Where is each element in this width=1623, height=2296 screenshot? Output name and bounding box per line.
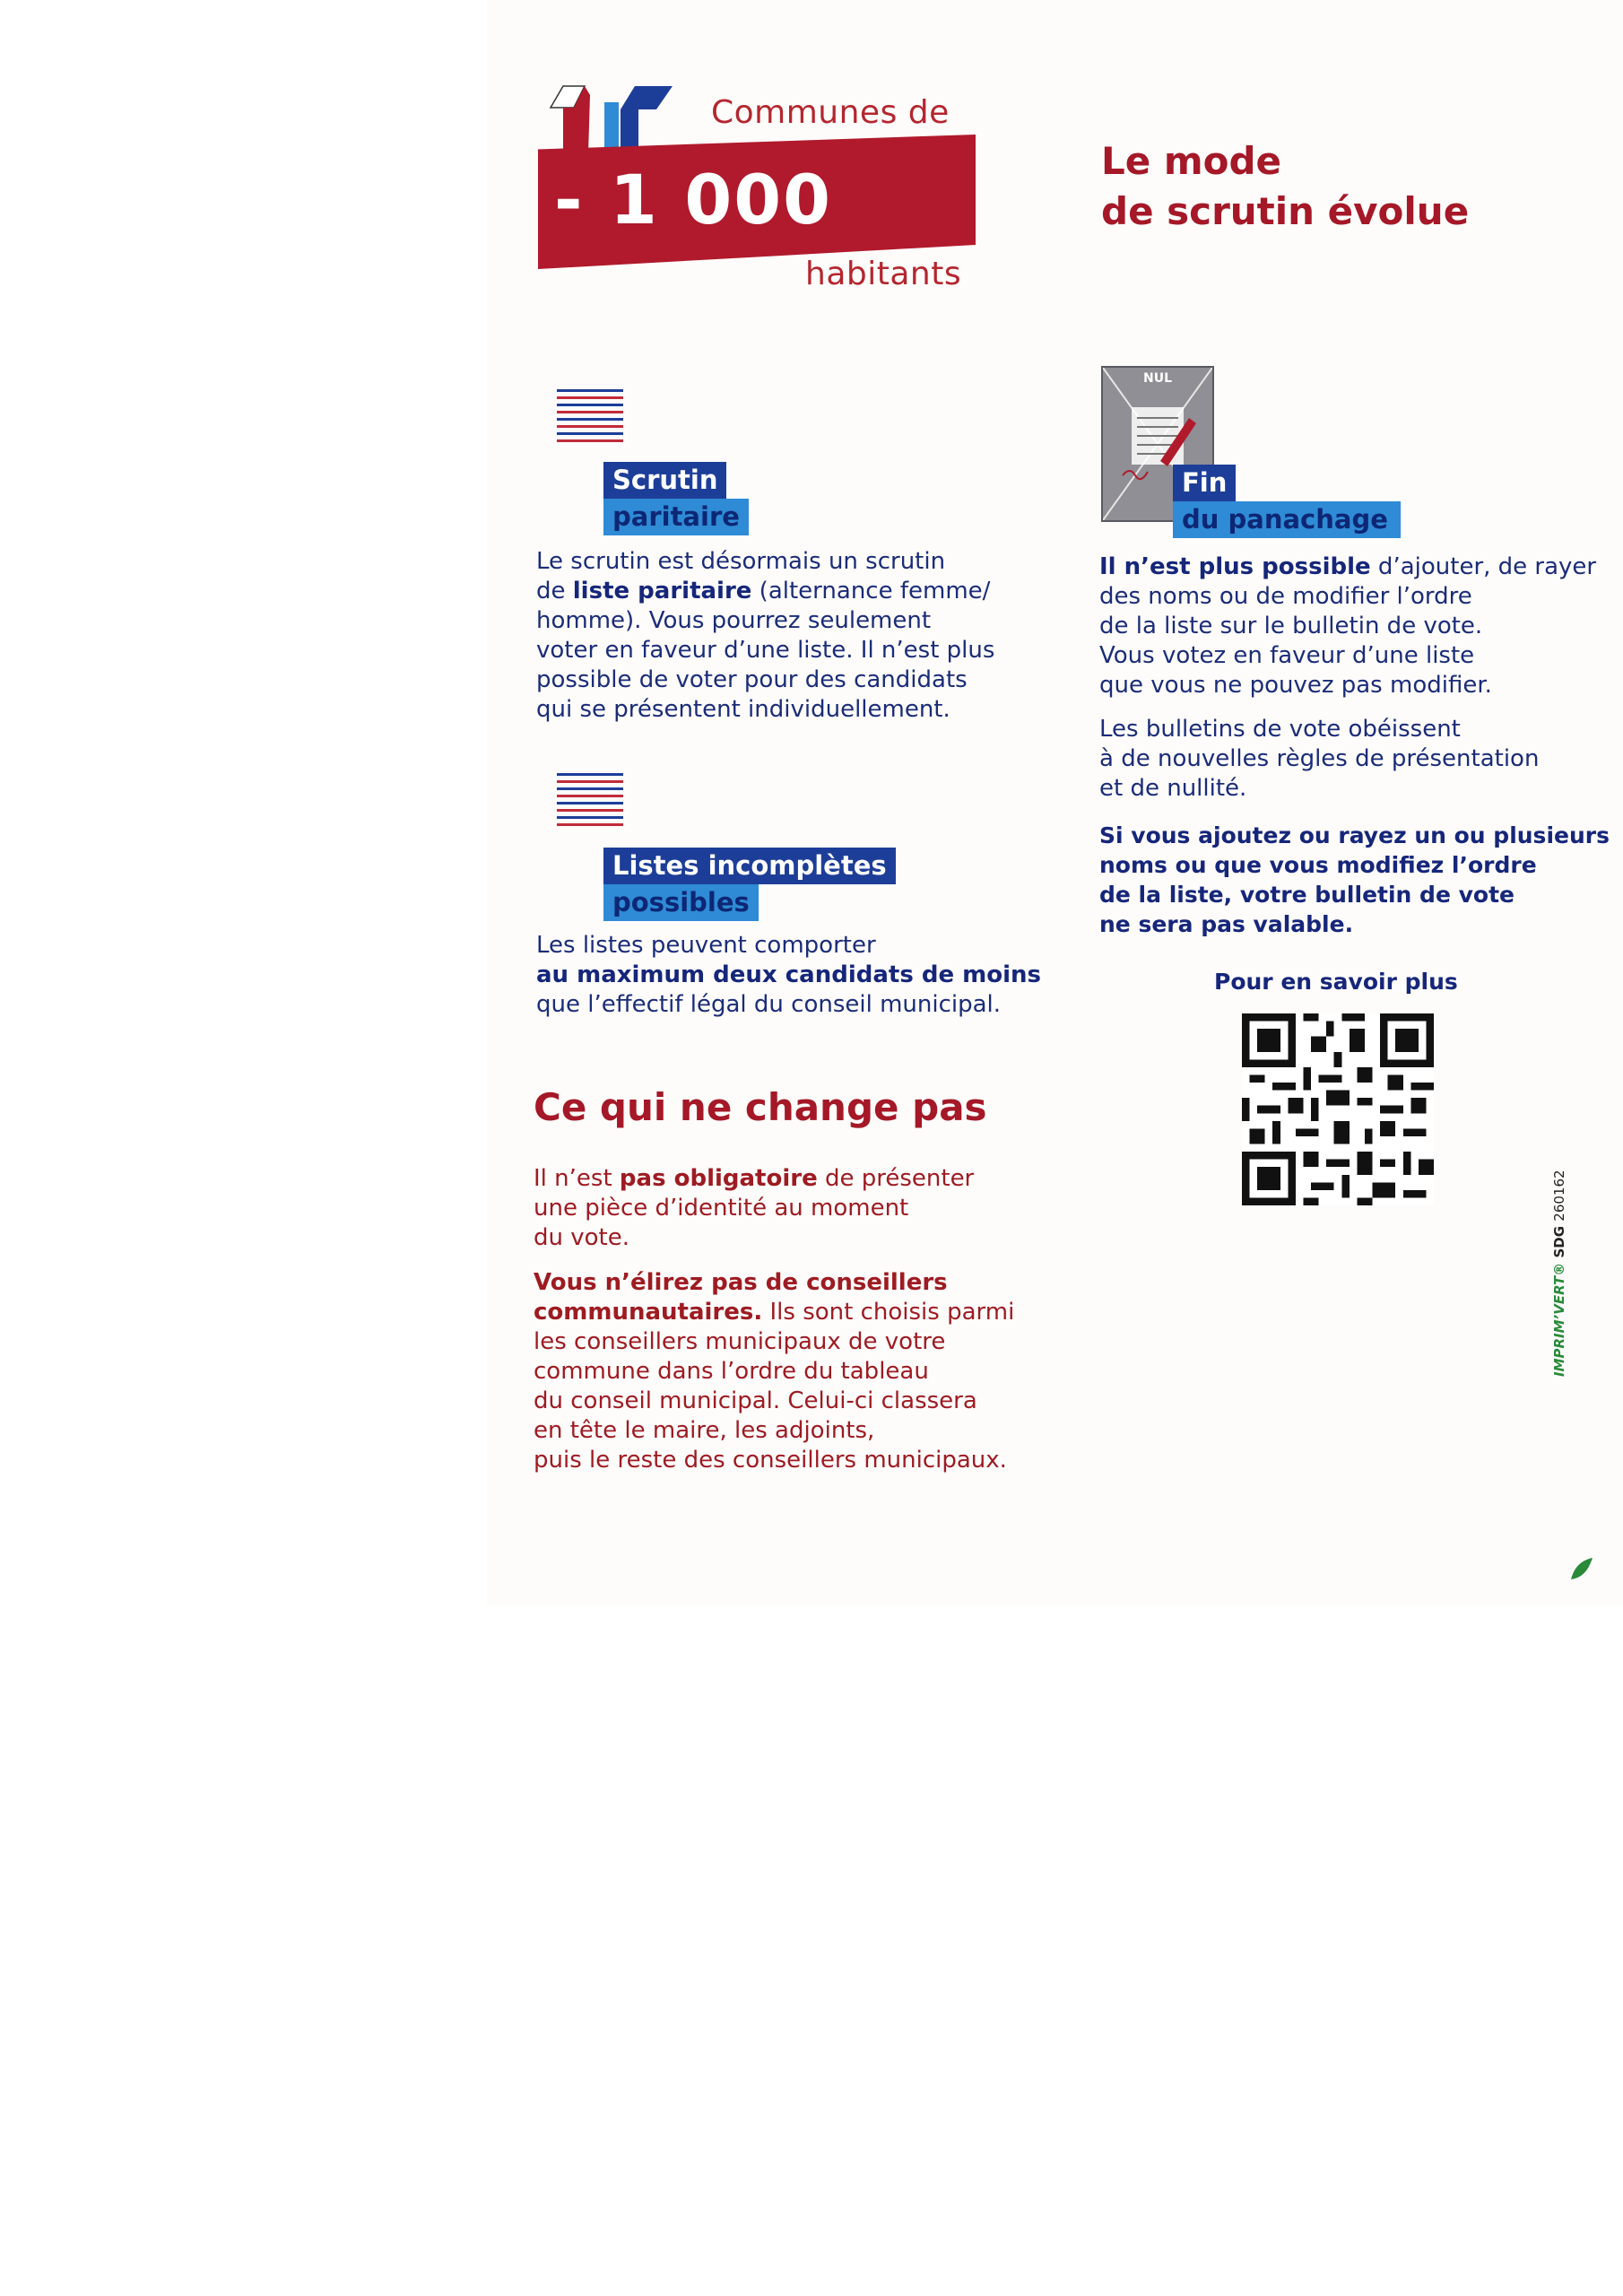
striped-list-icon xyxy=(557,773,623,831)
text-line: du conseil municipal. Celui-ci classera xyxy=(534,1387,977,1414)
house-icon xyxy=(538,83,673,154)
text-line xyxy=(534,1268,1054,1298)
tag-line-1: Scrutin xyxy=(603,462,726,499)
text-span: Ils sont choisis parmi xyxy=(762,1299,1015,1326)
bold-span: pas obligatoire xyxy=(619,1165,818,1192)
section-title-unchanged: Ce qui ne change pas xyxy=(534,1085,987,1129)
bold-span: Il n’est plus possible xyxy=(1099,553,1371,580)
text-span: de xyxy=(536,578,573,604)
population-number: - 1 000 xyxy=(554,160,832,239)
text-line: que vous ne pouvez pas modifier. xyxy=(1099,672,1492,699)
tag-line-2: paritaire xyxy=(603,499,749,535)
panachage-paragraph-1 xyxy=(1099,552,1601,700)
unchanged-paragraph-2 xyxy=(534,1268,1054,1475)
unchanged-paragraph-1 xyxy=(534,1164,1036,1253)
page-title-line2: de scrutin évolue xyxy=(1101,189,1470,233)
text-line xyxy=(534,1298,1054,1327)
text-line: possible de voter pour des candidats xyxy=(536,666,968,693)
ballot-label: NUL xyxy=(1142,371,1172,386)
imprim-vert-label: IMPRIM’VERT® xyxy=(1551,1262,1567,1377)
striped-list-icon xyxy=(557,389,623,447)
incompletes-paragraph xyxy=(536,931,1074,1020)
text-line: du vote. xyxy=(534,1224,629,1251)
text-line-bold: au maximum deux candidats de moins xyxy=(536,961,1041,988)
text-line: puis le reste des conseillers municipaux. xyxy=(534,1447,1007,1474)
text-line xyxy=(534,1164,1036,1194)
more-info-label: Pour en savoir plus xyxy=(1214,969,1458,995)
bold-span: liste paritaire xyxy=(572,578,752,604)
habitants-label: habitants xyxy=(805,256,962,292)
text-line: de la liste, votre bulletin de vote xyxy=(1099,882,1515,908)
text-line: une pièce d’identité au moment xyxy=(534,1195,909,1222)
text-line: ne sera pas valable. xyxy=(1099,911,1354,937)
page-title xyxy=(1101,136,1469,237)
text-line: commune dans l’ordre du tableau xyxy=(534,1358,929,1385)
text-line: Vous votez en faveur d’une liste xyxy=(1099,642,1475,669)
qr-code-icon[interactable] xyxy=(1242,1013,1434,1205)
text-line: en tête le maire, les adjoints, xyxy=(534,1417,875,1444)
tag-line-1: Fin xyxy=(1173,465,1236,501)
tag-line-2: du panachage xyxy=(1173,501,1401,538)
panachage-paragraph-2 xyxy=(1099,715,1601,804)
communes-de-label: Communes de xyxy=(711,94,950,131)
text-line: noms ou que vous modifiez l’ordre xyxy=(1099,852,1537,878)
tag-line-2: possibles xyxy=(603,884,759,921)
text-span: (alternance femme/ xyxy=(751,578,991,604)
text-line: Si vous ajoutez ou rayez un ou plusieurs xyxy=(1099,822,1610,848)
page-title-line1: Le mode xyxy=(1101,139,1282,183)
bold-span: Vous n’élirez pas de conseillers xyxy=(534,1269,948,1296)
text-line: que l’effectif légal du conseil municipal. xyxy=(536,991,1002,1018)
text-line: voter en faveur d’une liste. Il n’est plus xyxy=(536,637,995,664)
text-line xyxy=(1099,552,1601,582)
tag-fin-panachage xyxy=(1173,465,1401,538)
tag-listes-incompletes xyxy=(603,848,896,921)
text-line xyxy=(536,577,1038,606)
sdg-label: SDG xyxy=(1551,1225,1567,1258)
text-line: Les listes peuvent comporter xyxy=(536,932,876,959)
text-span: d’ajouter, de rayer xyxy=(1370,553,1597,580)
text-line: et de nullité. xyxy=(1099,775,1247,802)
text-line: de la liste sur le bulletin de vote. xyxy=(1099,613,1483,639)
tag-line-1: Listes incomplètes xyxy=(603,848,896,884)
tag-scrutin-paritaire xyxy=(603,462,749,535)
text-line: des noms ou de modifier l’ordre xyxy=(1099,583,1472,610)
leaf-icon xyxy=(1569,1556,1594,1581)
paritaire-paragraph xyxy=(536,547,1038,725)
text-line: Les bulletins de vote obéissent xyxy=(1099,716,1461,743)
print-code: 260162 xyxy=(1551,1170,1567,1222)
text-span: de présenter xyxy=(817,1165,975,1192)
text-line: les conseillers municipaux de votre xyxy=(534,1328,946,1355)
printer-credit xyxy=(1551,1161,1578,1377)
text-line: Le scrutin est désormais un scrutin xyxy=(536,548,946,575)
text-line: à de nouvelles règles de présentation xyxy=(1099,745,1540,772)
text-line: qui se présentent individuellement. xyxy=(536,696,950,723)
panachage-warning xyxy=(1099,821,1610,939)
text-line: homme). Vous pourrez seulement xyxy=(536,607,932,634)
bold-span: communautaires. xyxy=(534,1299,763,1326)
text-span: Il n’est xyxy=(534,1165,620,1192)
